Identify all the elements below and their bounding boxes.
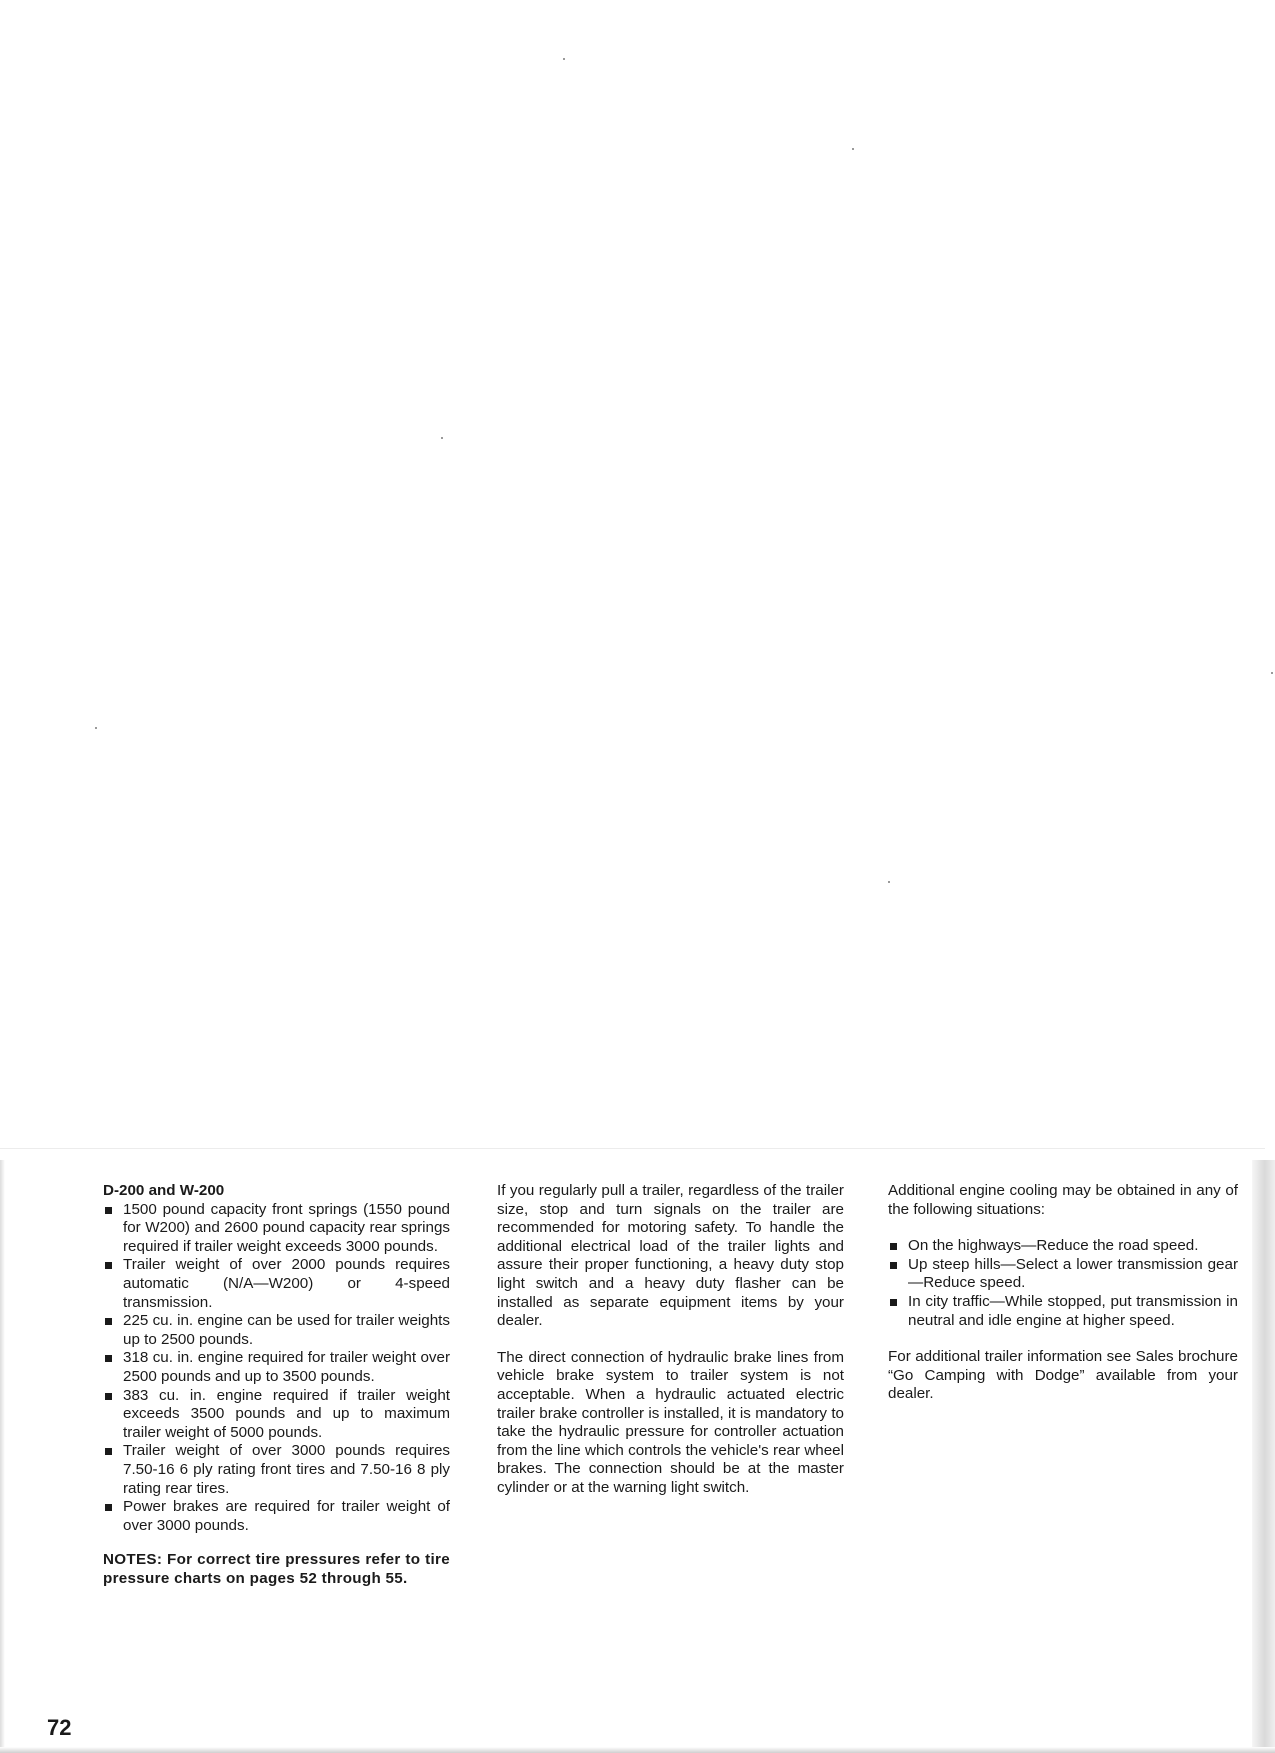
square-bullet-icon — [105, 1318, 112, 1325]
square-bullet-icon — [890, 1243, 897, 1250]
list-item — [103, 1387, 450, 1443]
list-item — [103, 1312, 450, 1349]
list-item — [103, 1442, 450, 1498]
list-item — [103, 1498, 450, 1535]
list-item — [103, 1201, 450, 1257]
square-bullet-icon — [105, 1207, 112, 1214]
paragraph-gap — [497, 1331, 844, 1349]
scan-speck — [95, 727, 97, 729]
list-item — [888, 1293, 1238, 1330]
scan-speck — [852, 148, 854, 150]
scan-speck — [888, 881, 890, 883]
square-bullet-icon — [890, 1262, 897, 1269]
tire-pressure-notes: NOTES: For correct tire pressures refer to tire pressure charts on pages 52 through 55. — [103, 1551, 450, 1587]
scan-speck — [1271, 672, 1273, 674]
paragraph-gap — [888, 1330, 1238, 1348]
page-right-edge — [1252, 1160, 1275, 1753]
cooling-intro: Additional engine cooling may be obtained in any of the following situations: — [888, 1182, 1238, 1218]
section-heading: D-200 and W-200 — [103, 1182, 225, 1199]
column-engine-cooling — [888, 1182, 1238, 1404]
list-item-text: 1500 pound capacity front springs (1550 pound for W200) and 2600 pound capacity rear springs required if trailer weight exceeds 3000 pounds. — [123, 1200, 450, 1255]
paragraph-trailer-signals: If you regularly pull a trailer, regardless of the trailer size, stop and turn signals on the trailer are recommended for motoring safety. To handle the additional electrical load of the trailer lights and assure their proper functioning, a heavy duty stop light switch and a heavy duty flasher can be installed as separate equipment items by your dealer. — [497, 1182, 844, 1330]
list-item-text: Trailer weight of over 3000 pounds requires 7.50-16 6 ply rating front tires and 7.50-16 8 ply rating rear tires. — [123, 1442, 450, 1497]
page-left-edge — [0, 1160, 5, 1753]
list-item-text: 318 cu. in. engine required for trailer weight over 2500 pounds and up to 3500 pounds. — [123, 1349, 450, 1385]
cooling-situations-list — [888, 1237, 1238, 1330]
list-item — [103, 1349, 450, 1386]
square-bullet-icon — [105, 1262, 112, 1269]
list-item-text: 225 cu. in. engine can be used for trailer weights up to 2500 pounds. — [123, 1312, 450, 1348]
square-bullet-icon — [890, 1299, 897, 1306]
list-item-text: Power brakes are required for trailer weight of over 3000 pounds. — [123, 1498, 450, 1534]
square-bullet-icon — [105, 1393, 112, 1400]
list-item — [888, 1256, 1238, 1293]
column-requirements — [103, 1182, 450, 1588]
list-item-text: On the highways—Reduce the road speed. — [908, 1237, 1199, 1255]
square-bullet-icon — [105, 1504, 112, 1511]
list-item — [103, 1256, 450, 1312]
list-item-text: 383 cu. in. engine required if trailer weight exceeds 3500 pounds and up to maximum trailer weight of 5000 pounds. — [123, 1386, 450, 1441]
column-trailer-electrical — [497, 1182, 844, 1498]
requirements-list — [103, 1201, 450, 1536]
paragraph-gap — [888, 1219, 1238, 1237]
page-number: 72 — [47, 1715, 72, 1740]
scan-speck — [563, 58, 565, 60]
square-bullet-icon — [105, 1355, 112, 1362]
paragraph-brake-lines: The direct connection of hydraulic brake lines from vehicle brake system to trailer system is not acceptable. When a hydraulic actuated electric trailer brake controller is installed, it is mandatory to take the hydraulic pressure for controller actuation from the line which controls the vehicle's rear wheel brakes. The connection should be at the master cylinder or at the warning light switch. — [497, 1348, 844, 1496]
list-item-text: Up steep hills—Select a lower transmission gear—Reduce speed. — [908, 1255, 1238, 1292]
list-item-text: In city traffic—While stopped, put transmission in neutral and idle engine at higher speed. — [908, 1292, 1238, 1329]
sales-brochure-note: For additional trailer information see Sales brochure “Go Camping with Dodge” available from your dealer. — [888, 1348, 1238, 1403]
list-item-text: Trailer weight of over 2000 pounds requires automatic (N/A—W200) or 4-speed transmission. — [123, 1256, 450, 1311]
list-item — [888, 1237, 1238, 1256]
page-bottom-edge — [0, 1747, 1275, 1753]
square-bullet-icon — [105, 1448, 112, 1455]
scan-speck — [441, 437, 443, 439]
